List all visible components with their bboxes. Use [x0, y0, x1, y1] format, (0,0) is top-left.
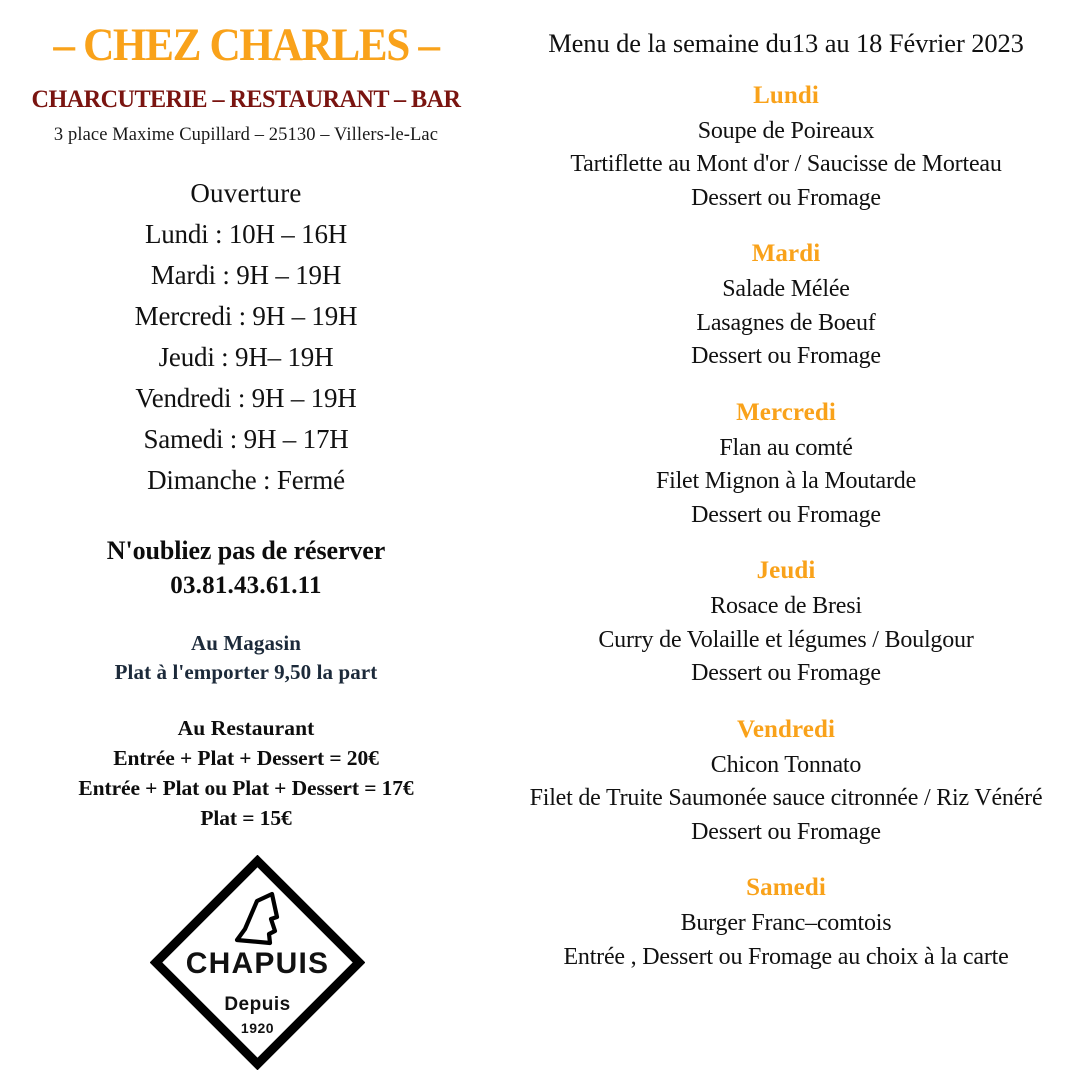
arrow-pennant-icon: [237, 894, 277, 943]
day-dish-list: [492, 271, 1080, 374]
logo-name-text: CHAPUIS: [185, 947, 330, 980]
logo-since-text: Depuis: [224, 994, 291, 1015]
day-heading: Mercredi: [736, 398, 836, 426]
opening-hours-block: [0, 144, 492, 501]
day-dish-list: [492, 747, 1080, 850]
chapuis-diamond-icon: [150, 855, 365, 1070]
dish-main: Curry de Volaille et légumes / Boulgour: [598, 626, 974, 653]
menu-day-mercredi: [492, 396, 1080, 555]
dish-dessert: Dessert ou Fromage: [691, 818, 881, 845]
day-dish-list: [492, 430, 1080, 533]
day-dish-list: [492, 588, 1080, 691]
dish-starter: Rosace de Bresi: [710, 593, 862, 619]
takeaway-block: [0, 603, 492, 687]
dish-main: Lasagnes de Boeuf: [696, 309, 876, 336]
reservation-phone-number[interactable]: 03.81.43.61.11: [170, 572, 322, 599]
opening-hours-tuesday: Mardi : 9H – 19H: [150, 260, 342, 290]
menu-day-mardi: [492, 237, 1080, 396]
reservation-headline: N'oubliez pas de réserver: [106, 536, 386, 565]
dish-dessert: Dessert ou Fromage: [691, 343, 881, 369]
weekly-menu-column: [492, 0, 1080, 1080]
restaurant-pricing-heading: Au Restaurant: [177, 716, 315, 740]
day-heading: Jeudi: [756, 557, 816, 584]
dish-dessert: Dessert ou Fromage: [691, 184, 881, 211]
opening-hours-saturday: Samedi : 9H – 17H: [143, 424, 349, 454]
day-dish-list: [492, 113, 1080, 216]
dish-dessert: Entrée , Dessert ou Fromage au choix à la carte: [563, 943, 1009, 970]
restaurant-address: 3 place Maxime Cupillard – 25130 – Villers-le-Lac: [53, 124, 439, 145]
day-heading: Vendredi: [736, 715, 836, 743]
day-dish-list: [492, 905, 1080, 974]
opening-hours-sunday: Dimanche : Fermé: [147, 465, 345, 495]
dish-dessert: Dessert ou Fromage: [691, 501, 881, 528]
day-heading: Mardi: [751, 240, 821, 267]
restaurant-title: – CHEZ CHARLES –: [53, 19, 439, 71]
menu-days-list: [492, 57, 1080, 997]
chapuis-logo: [150, 855, 365, 1070]
opening-hours-wednesday: Mercredi : 9H – 19H: [134, 301, 358, 331]
day-heading: Lundi: [753, 81, 819, 109]
price-main-only: Plat = 15€: [200, 806, 292, 830]
dish-main: Filet Mignon à la Moutarde: [655, 468, 917, 494]
takeaway-price-line: Plat à l'emporter 9,50 la part: [114, 660, 378, 684]
dish-main: Tartiflette au Mont d'or / Saucisse de Morteau: [570, 151, 1002, 177]
restaurant-subtitle: CHARCUTERIE – RESTAURANT – BAR: [31, 84, 461, 113]
dish-starter: Chicon Tonnato: [710, 751, 862, 778]
info-column: [0, 0, 492, 1080]
dish-starter: Flan au comté: [719, 434, 853, 461]
opening-hours-thursday: Jeudi : 9H– 19H: [158, 342, 334, 372]
price-two-course: Entrée + Plat ou Plat + Dessert = 17€: [78, 776, 414, 800]
price-full-menu: Entrée + Plat + Dessert = 20€: [113, 746, 379, 770]
day-heading: Samedi: [746, 874, 826, 901]
dish-dessert: Dessert ou Fromage: [691, 660, 881, 686]
opening-hours-friday: Vendredi : 9H – 19H: [135, 383, 357, 413]
weekly-menu-header: Menu de la semaine du13 au 18 Février 2023: [548, 28, 1024, 58]
opening-hours-monday: Lundi : 10H – 16H: [144, 219, 348, 249]
menu-day-lundi: [492, 79, 1080, 238]
dish-starter: Soupe de Poireaux: [697, 117, 875, 144]
dish-starter: Salade Mélée: [722, 276, 850, 302]
menu-day-samedi: [492, 871, 1080, 996]
dish-main: Filet de Truite Saumonée sauce citronnée / Riz Vénéré: [529, 785, 1043, 811]
takeaway-heading: Au Magasin: [190, 631, 302, 655]
menu-day-vendredi: [492, 713, 1080, 872]
opening-hours-title: Ouverture: [190, 178, 302, 208]
menu-day-jeudi: [492, 554, 1080, 713]
dish-main: Burger Franc–comtois: [680, 910, 892, 936]
reservation-block: [0, 501, 492, 603]
restaurant-pricing-block: [0, 687, 492, 833]
logo-year-text: 1920: [240, 1020, 275, 1036]
